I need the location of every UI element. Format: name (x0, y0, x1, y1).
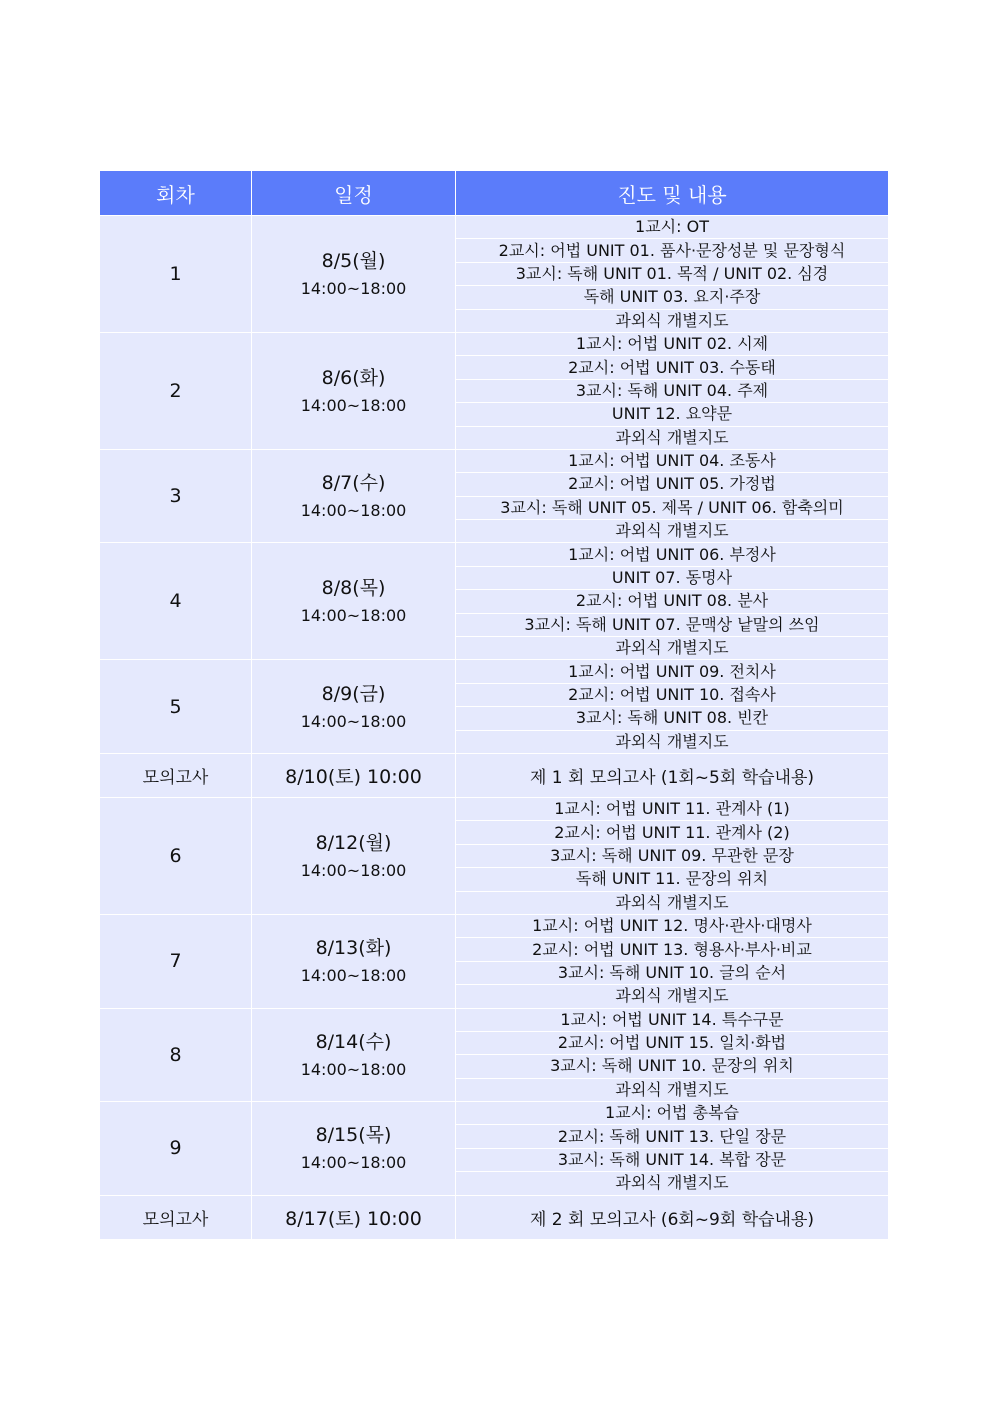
content-line: 과외식 개별지도 (456, 730, 889, 753)
content-line: 독해 UNIT 03. 요지·주장 (456, 286, 889, 309)
content-line: 독해 UNIT 11. 문장의 위치 (456, 868, 889, 891)
content-line: 과외식 개별지도 (456, 1078, 889, 1101)
content-line: 2교시: 어법 UNIT 05. 가정법 (456, 473, 889, 496)
content-line: 3교시: 독해 UNIT 10. 문장의 위치 (456, 1055, 889, 1078)
content-line: 과외식 개별지도 (456, 309, 889, 332)
date-day: 8/15(목) (315, 1124, 392, 1147)
content-cell: 제 2 회 모의고사 (6회~9회 학습내용) (456, 1195, 889, 1239)
table-row (100, 216, 889, 239)
date-cell (252, 332, 456, 449)
date-day: 8/13(화) (315, 937, 392, 960)
content-line: 1교시: 어법 UNIT 12. 명사·관사·대명사 (456, 914, 889, 937)
date-cell (252, 1102, 456, 1196)
date-day: 8/6(화) (321, 366, 386, 389)
content-line: 과외식 개별지도 (456, 426, 889, 449)
content-line: 1교시: OT (456, 216, 889, 239)
table-row (100, 543, 889, 566)
mock-exam-row (100, 1195, 889, 1239)
content-line: 3교시: 독해 UNIT 09. 무관한 문장 (456, 844, 889, 867)
mock-exam-row (100, 753, 889, 797)
date-day: 8/7(수) (321, 472, 386, 495)
content-line: 과외식 개별지도 (456, 985, 889, 1008)
table-body (100, 216, 889, 1240)
session-cell: 5 (100, 660, 252, 754)
session-cell: 3 (100, 449, 252, 543)
date-cell (252, 660, 456, 754)
content-line: 3교시: 독해 UNIT 05. 제목 / UNIT 06. 함축의미 (456, 496, 889, 519)
content-cell: 제 1 회 모의고사 (1회~5회 학습내용) (456, 753, 889, 797)
session-cell: 8 (100, 1008, 252, 1102)
content-line: 과외식 개별지도 (456, 520, 889, 543)
content-line: 2교시: 어법 UNIT 01. 품사·문장성분 및 문장형식 (456, 239, 889, 262)
schedule-table (99, 170, 889, 1240)
date-cell (252, 797, 456, 914)
content-line: 3교시: 독해 UNIT 04. 주제 (456, 379, 889, 402)
content-line: 1교시: 어법 총복습 (456, 1102, 889, 1125)
date-time: 14:00~18:00 (300, 501, 407, 521)
date-cell (252, 449, 456, 543)
table-row (100, 914, 889, 937)
date-time: 14:00~18:00 (300, 860, 407, 880)
date-time: 14:00~18:00 (300, 395, 407, 415)
content-line: 2교시: 어법 UNIT 13. 형용사·부사·비교 (456, 938, 889, 961)
content-line: UNIT 12. 요약문 (456, 403, 889, 426)
session-cell: 9 (100, 1102, 252, 1196)
content-line: 1교시: 어법 UNIT 11. 관계사 (1) (456, 797, 889, 820)
content-line: 과외식 개별지도 (456, 891, 889, 914)
date-day: 8/9(금) (321, 682, 386, 705)
content-line: 1교시: 어법 UNIT 04. 조동사 (456, 449, 889, 472)
table-row (100, 449, 889, 472)
content-line: UNIT 07. 동명사 (456, 566, 889, 589)
date-day: 8/5(월) (321, 249, 386, 272)
session-cell: 모의고사 (100, 753, 252, 797)
session-cell: 모의고사 (100, 1195, 252, 1239)
date-day: 8/8(목) (321, 577, 386, 600)
session-cell: 6 (100, 797, 252, 914)
session-cell: 7 (100, 914, 252, 1008)
session-cell: 4 (100, 543, 252, 660)
date-cell: 8/10(토) 10:00 (252, 753, 456, 797)
date-time: 14:00~18:00 (300, 1153, 407, 1173)
header-content: 진도 및 내용 (456, 171, 889, 216)
date-cell (252, 914, 456, 1008)
table-row (100, 332, 889, 355)
date-cell: 8/17(토) 10:00 (252, 1195, 456, 1239)
content-line: 3교시: 독해 UNIT 07. 문맥상 낱말의 쓰임 (456, 613, 889, 636)
content-line: 과외식 개별지도 (456, 1172, 889, 1195)
content-line: 2교시: 어법 UNIT 03. 수동태 (456, 356, 889, 379)
header-schedule: 일정 (252, 171, 456, 216)
content-line: 2교시: 독해 UNIT 13. 단일 장문 (456, 1125, 889, 1148)
date-cell (252, 1008, 456, 1102)
date-time: 14:00~18:00 (300, 711, 407, 731)
session-cell: 2 (100, 332, 252, 449)
content-line: 3교시: 독해 UNIT 10. 글의 순서 (456, 961, 889, 984)
session-cell: 1 (100, 216, 252, 333)
date-time: 14:00~18:00 (300, 278, 407, 298)
table-row (100, 797, 889, 820)
date-cell (252, 216, 456, 333)
content-line: 과외식 개별지도 (456, 637, 889, 660)
content-line: 1교시: 어법 UNIT 09. 전치사 (456, 660, 889, 683)
date-time: 14:00~18:00 (300, 966, 407, 986)
date-time: 14:00~18:00 (300, 1059, 407, 1079)
content-line: 3교시: 독해 UNIT 08. 빈칸 (456, 707, 889, 730)
content-line: 2교시: 어법 UNIT 10. 접속사 (456, 683, 889, 706)
date-day: 8/12(월) (315, 831, 392, 854)
content-line: 1교시: 어법 UNIT 06. 부정사 (456, 543, 889, 566)
content-line: 2교시: 어법 UNIT 08. 분사 (456, 590, 889, 613)
content-line: 2교시: 어법 UNIT 11. 관계사 (2) (456, 821, 889, 844)
content-line: 2교시: 어법 UNIT 15. 일치·화법 (456, 1031, 889, 1054)
date-day: 8/14(수) (315, 1030, 392, 1053)
table-row (100, 1008, 889, 1031)
content-line: 1교시: 어법 UNIT 14. 특수구문 (456, 1008, 889, 1031)
table-row (100, 660, 889, 683)
date-cell (252, 543, 456, 660)
table-row (100, 1102, 889, 1125)
content-line: 3교시: 독해 UNIT 14. 복합 장문 (456, 1148, 889, 1171)
header-session: 회차 (100, 171, 252, 216)
content-line: 3교시: 독해 UNIT 01. 목적 / UNIT 02. 심경 (456, 262, 889, 285)
content-line: 1교시: 어법 UNIT 02. 시제 (456, 332, 889, 355)
date-time: 14:00~18:00 (300, 606, 407, 626)
table-header-row (100, 171, 889, 216)
